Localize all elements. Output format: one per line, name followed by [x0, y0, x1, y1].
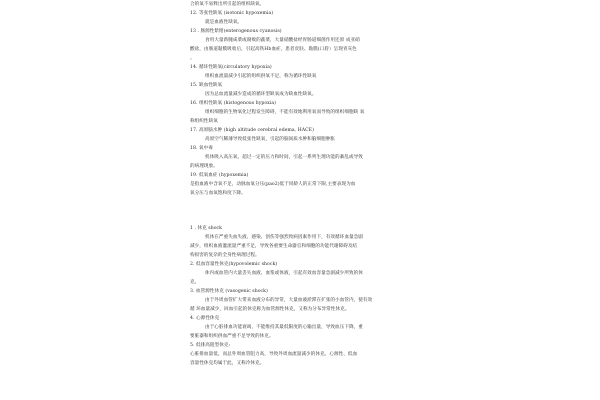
- text-line: 就是血液性缺氧。: [205, 20, 243, 25]
- text-line: 18. 氧中毒: [190, 146, 213, 151]
- text-line: 12. 等张性缺氧 (isotonic hypoxemia): [190, 11, 274, 16]
- text-line: 3. 血管源性休克 (vasogenic shock): [190, 289, 268, 294]
- text-line: 要脏器和组织供血严重不足导致的休克。: [190, 334, 274, 339]
- text-line: 是指血液中含氧不足，动脉血氧分压(pao2)低于同龄人的正常下限,主要表现为血: [190, 182, 356, 187]
- text-line: 由于外周血管扩大带来血液分布的异常，大量血液淤滞在扩张的小血管内，使有效: [205, 298, 373, 303]
- text-line: 5. 低排高阻型休克:: [190, 343, 231, 348]
- text-line: 19. 低氧血症 (hypoxemia): [190, 173, 249, 178]
- text-line: 16. 组织性缺氧 (histogenous hypoxia): [190, 101, 276, 106]
- text-line: 。: [190, 56, 195, 61]
- text-line: 构损害的复杂的全身性病理过程。: [190, 253, 260, 258]
- text-line: 休内或血管内大量丢失血液、血浆或体液，引起有效血容量急剧减少所致的休: [205, 271, 363, 276]
- text-line: 高原空气稀薄导致低张性缺氧，引起的脑间质水肿和脑细胞肿胀: [205, 137, 336, 142]
- text-line: 容量性休克均属于此，又称冷休克。: [190, 361, 265, 366]
- text-line: 1 . 休克 shock: [190, 226, 222, 231]
- text-line: 组织细胞的生物氧化过程发生障碍，不能有效地利用氧而导致的组织细胞缺 氧: [205, 110, 365, 115]
- text-line: 克。: [190, 280, 200, 285]
- text-line: 氧分压与血氧饱和度下降。: [190, 191, 246, 196]
- text-line: 由于心脏排血功能衰竭，不能维持其最低限度的心输出量，导致血压下降，重: [205, 325, 363, 330]
- text-line: 17. 高原脑水肿 (high altitude cerebral edema, HACE): [190, 128, 314, 133]
- text-line: 的病理现象。: [190, 164, 218, 169]
- text-line: 合的氧不易释出所引起的组织缺氧。: [190, 2, 265, 7]
- text-line: 4. 心源性休克: [190, 316, 220, 321]
- text-line: 循 环血量减少，回血引起的休克称为血管源性休克，又称为分布异常性休克。: [190, 307, 350, 312]
- text-line: 机体吸入高压氧，超过一定的压力和时间，引起一系列生理功能的紊乱或导致: [205, 155, 363, 160]
- text-line: 酸盐，由肠道黏膜吸收后，引起高铁Hb血症，患者皮肤、黏膜(口唇）呈现青灰色: [190, 47, 357, 52]
- text-line: 食用大量新腌咸菜或腐败的蔬菜，大量硝酸盐经胃肠道细菌作用还原 成亚硝: [205, 38, 360, 43]
- text-line: 2. 低血容量性休克(hypovolemic shock): [190, 262, 278, 267]
- text-line: 14. 循环性缺氧(circulatory hypoxia): [190, 65, 272, 70]
- text-line: 因为总血流量减少造成的循环型缺氧成为缺血性缺氧。: [205, 92, 317, 97]
- text-line: 减少，组织血液灌流量严重不足，导致各重要生命器官和细胞的功能代谢障碍及结: [190, 244, 358, 249]
- text-line: 心脏排血量低，而总外周血管阻力高，导致外周血流量减少的休克。心源性、低血: [190, 352, 358, 357]
- text-line: 组织血流量减少引起的组织供氧不足，称为循环性缺氧: [205, 74, 317, 79]
- text-line: 机体在严重失血失液、感染、创伤等强烈致病因素作用下，有效循环血量急剧: [205, 235, 363, 240]
- text-line: 称组织性缺氧: [190, 119, 218, 124]
- text-line: 13 . 肠源性紫绀(enterogenous cyanosis): [190, 29, 282, 34]
- text-line: 15. 缺血性缺氧: [190, 83, 223, 88]
